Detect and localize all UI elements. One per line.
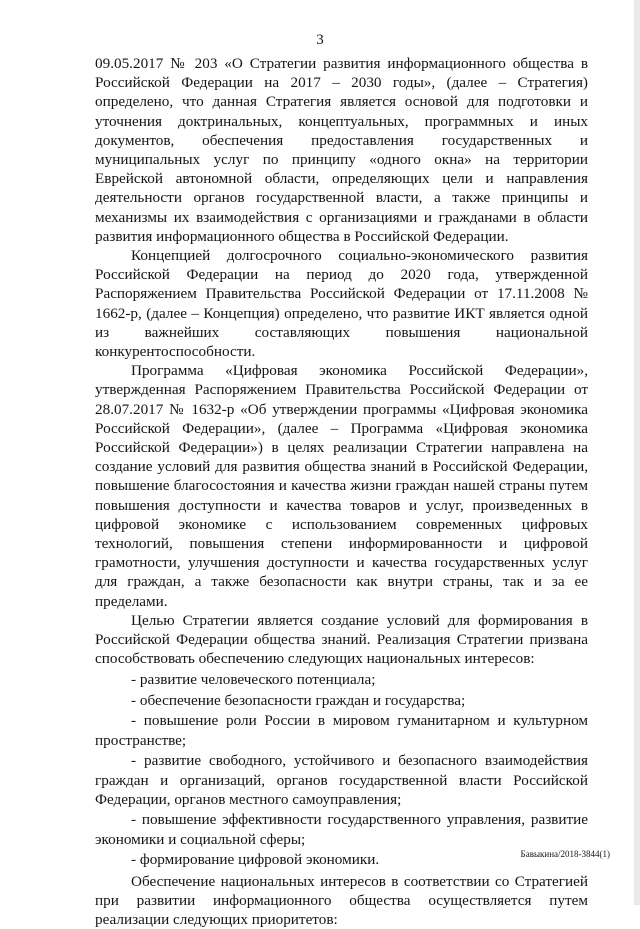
body-text [95, 54, 588, 929]
paragraph-digital-economy-program: Программа «Цифровая экономика Российской Федерации», утвержденная Распоряжением Правительства Российской Федерации от 28.07.2017 № 1632-р «Об утверждении программы «Цифровая экономика Российской Федерации», (далее – Программа «Цифровая экономика Российской Федерации») в целях реализации Стратегии направлена на создание условий для развития общества знаний в Российской Федерации, повышение благосостояния и качества жизни граждан нашей страны путем повышения доступности и качества товаров и услуг, произведенных в цифровой экономике с использованием современных цифровых технологий, повышения степени информированности и цифровой грамотности, улучшения доступности и качества государственных услуг для граждан, а также безопасности как внутри страны, так и за ее пределами. [95, 362, 588, 610]
list-item-governance-efficiency: - повышение эффективности государственного управления, развитие экономики и социальной сферы; [95, 811, 588, 848]
page-number: 3 [316, 32, 324, 48]
paragraph-strategy-goal: Целью Стратегии является создание условий для формирования в Российской Федерации общества знаний. Реализация Стратегии призвана способствовать обеспечению следующих национальных интересов: [95, 611, 588, 668]
scan-edge-shadow [634, 0, 640, 905]
list-item-interaction: - развитие свободного, устойчивого и безопасного взаимодействия граждан и организаций, органов государственной власти Российской Федерации, органов местного самоуправления; [95, 752, 588, 808]
paragraph-concept: Концепцией долгосрочного социально-экономического развития Российской Федерации на период до 2020 года, утвержденной Распоряжением Правительства Российской Федерации от 17.11.2008 № 1662-р, (далее – Концепция) определено, что развитие ИКТ является одной из важнейших составляющих повышения национальной конкурентоспособности. [95, 247, 588, 361]
list-item-security: - обеспечение безопасности граждан и государства; [131, 691, 466, 709]
document-registration-code: Бавыкина/2018-3844(1) [520, 849, 610, 859]
list-item-human-potential: - развитие человеческого потенциала; [131, 671, 376, 688]
paragraph-priorities: Обеспечение национальных интересов в соответствии со Стратегией при развитии информационного общества осуществляется путем реализации следующих приоритетов: [95, 872, 588, 928]
list-item-digital-economy: - формирование цифровой экономики. [131, 851, 380, 869]
paragraph-strategy-reference: 09.05.2017 № 203 «О Стратегии развития информационного общества в Российской Федерации на 2017 – 2030 годы», (далее – Стратегия) определено, что данная Стратегия является основой для подготовки и уточнения доктринальных, концептуальных, программных и иных документов, обеспечения предоставления государственных и муниципальных услуг по принципу «одного окна» на территории Еврейской автономной области, определяющих цели и направления деятельности органов государственной власти, а также принципы и механизмы их взаимодействия с организациями и гражданами в области развития информационного общества в Российской Федерации. [95, 55, 588, 245]
list-item-cultural-role: - повышение роли России в мировом гуманитарном и культурном пространстве; [95, 712, 588, 749]
